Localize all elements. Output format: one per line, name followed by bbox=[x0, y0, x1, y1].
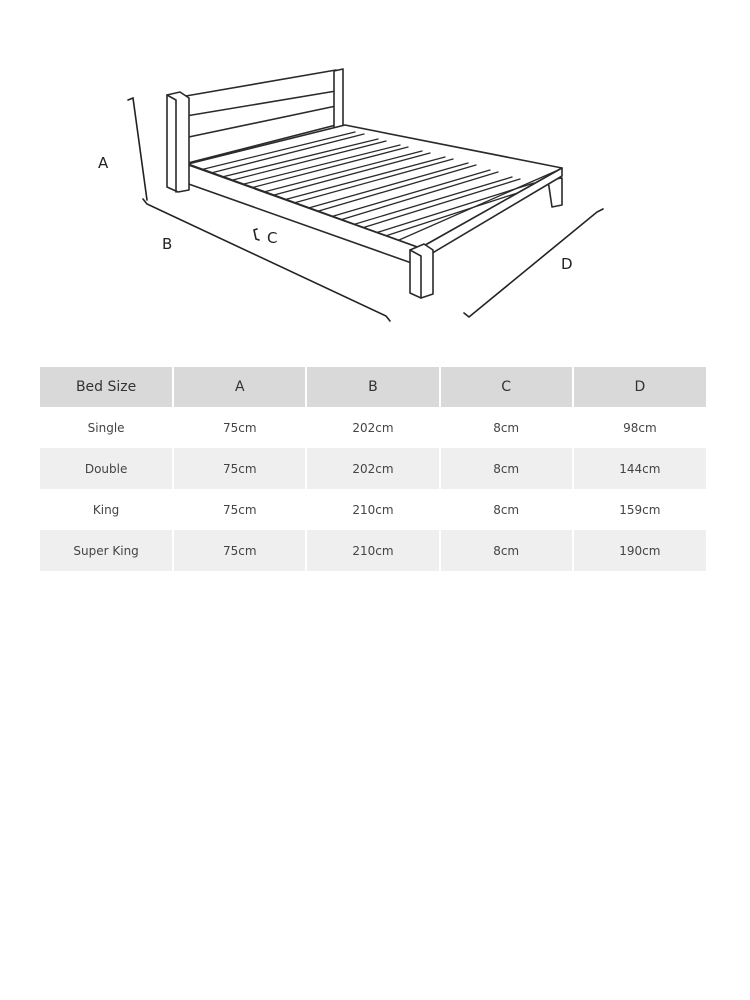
table-cell-d: 159cm bbox=[573, 489, 706, 530]
column-header-bed-size: Bed Size bbox=[40, 367, 173, 407]
table-cell-b: 210cm bbox=[306, 489, 439, 530]
table-row bbox=[40, 530, 706, 571]
bed-size-table bbox=[40, 367, 706, 571]
table-cell-c: 8cm bbox=[440, 448, 573, 489]
dimension-line-c bbox=[254, 229, 259, 240]
column-header-a: A bbox=[173, 367, 306, 407]
dimension-line-d bbox=[464, 209, 603, 317]
table-row bbox=[40, 448, 706, 489]
column-header-b: B bbox=[306, 367, 439, 407]
table-row bbox=[40, 489, 706, 530]
headboard-post-right bbox=[334, 69, 343, 130]
table-cell-a: 75cm bbox=[173, 489, 306, 530]
table-cell-c: 8cm bbox=[440, 530, 573, 571]
table-cell-c: 8cm bbox=[440, 489, 573, 530]
column-header-c: C bbox=[440, 367, 573, 407]
table-cell-b: 210cm bbox=[306, 530, 439, 571]
table-cell-c: 8cm bbox=[440, 407, 573, 448]
column-header-d: D bbox=[573, 367, 706, 407]
bed-frame-drawing bbox=[167, 69, 562, 298]
table-cell-d: 98cm bbox=[573, 407, 706, 448]
table-cell-b: 202cm bbox=[306, 407, 439, 448]
table-cell-a: 75cm bbox=[173, 407, 306, 448]
table-row bbox=[40, 407, 706, 448]
table-cell-size: King bbox=[40, 489, 173, 530]
table-cell-d: 190cm bbox=[573, 530, 706, 571]
table-cell-size: Super King bbox=[40, 530, 173, 571]
dimension-label-c: C bbox=[267, 229, 278, 247]
dimension-label-a: A bbox=[98, 154, 109, 172]
bed-dimension-diagram bbox=[0, 0, 750, 340]
headboard-post-left bbox=[167, 92, 189, 192]
table-cell-a: 75cm bbox=[173, 530, 306, 571]
dimension-label-b: B bbox=[162, 235, 173, 253]
table-cell-a: 75cm bbox=[173, 448, 306, 489]
dimension-label-d: D bbox=[561, 255, 573, 273]
table-cell-d: 144cm bbox=[573, 448, 706, 489]
dimension-line-a bbox=[128, 98, 147, 200]
table-cell-size: Double bbox=[40, 448, 173, 489]
table-header-row bbox=[40, 367, 706, 407]
table-cell-b: 202cm bbox=[306, 448, 439, 489]
table-cell-size: Single bbox=[40, 407, 173, 448]
